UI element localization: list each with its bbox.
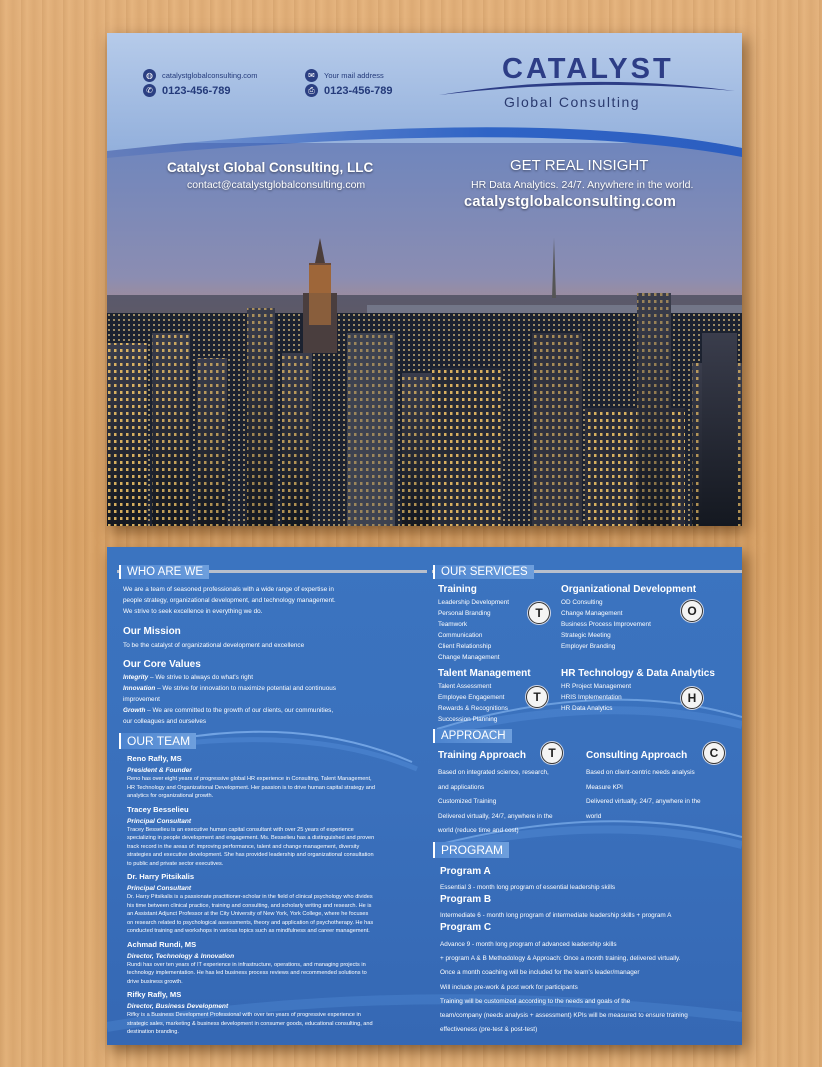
service-item: HR Project Management [561,683,631,690]
website-contact[interactable]: ◍ catalystglobalconsulting.com [143,69,257,82]
program-c-line: effectiveness (pre-test & post-test) [440,1026,538,1034]
who-line: people strategy, organizational development, and technology management. [123,597,336,604]
program-b-text: Intermediate 6 - month long program of intermediate leadership skills + program A [440,912,672,919]
team-member-bio: an Assistant Adjunct Professor at the City University of New York, York College, where he focuses [127,911,369,917]
printer-icon: ⎙ [305,84,318,97]
value-growth-cont: our colleagues and ourselves [123,718,207,725]
training-badge-icon: T [528,602,550,624]
team-member-bio: HR Technology and Organizational Development. Her passion is to drive human capital strategy and [127,784,376,791]
section-heading-services: OUR SERVICES [433,565,534,579]
team-member-bio: Reno has over eight years of progressive global HR experience in Consulting, Talent Management, [127,776,372,782]
brochure-back [107,547,742,1045]
mail-icon: ✉ [305,69,318,82]
team-member-bio: Rundi has over ten years of IT experience in infrastructure, operations, and managing projects in [127,961,366,968]
approach-item: Based on integrated science, research, [438,769,549,776]
team-member-bio: on research related to psychological assessments, theory and application of psychotherapy. He has [127,919,374,926]
program-c-line: team/company (needs analysis + assessment) KPIs will be measured to ensure training [440,1012,688,1019]
consulting-approach-badge-icon: C [703,742,725,764]
team-member-bio: Dr. Harry Pitsikalis is a passionate practitioner-scholar in the field of clinical psychology who divides [127,894,373,900]
team-member-bio: track record in the areas of: improving performance, talent and change management, diversity [127,843,360,850]
training-approach-title: Training Approach [438,750,526,761]
value-innovation: Innovation – We strive for innovation to maximize potential and continuous [123,685,337,692]
service-item: Employer Branding [561,643,616,650]
brochure-front [107,33,742,526]
website-large[interactable]: catalystglobalconsulting.com [464,194,677,210]
service-hr-title: HR Technology & Data Analytics [561,668,715,679]
mission-heading: Our Mission [123,626,181,637]
team-member-role: Principal Consultant [127,817,192,825]
service-item: Business Process Improvement [561,621,651,628]
section-heading-program: PROGRAM [433,842,509,858]
service-item: Strategic Meeting [561,632,611,639]
service-item: HR Data Analytics [561,705,613,712]
approach-item: Delivered virtually, 24/7, anywhere in the [438,812,553,820]
od-badge-icon: O [681,600,703,622]
service-item: Talent Assessment [438,683,492,690]
service-training-title: Training [438,584,477,595]
company-name: Catalyst Global Consulting, LLC [167,160,374,175]
values-heading: Our Core Values [123,659,201,670]
service-item: Rewards & Recognitions [438,705,508,712]
team-member-name: Tracey Besselieu [127,804,189,814]
team-member-role: Director, Technology & Innovation [127,952,235,960]
team-member-name: Rifky Rafly, MS [127,990,182,999]
globe-icon: ◍ [143,69,156,82]
service-item: Succession Planning [438,716,498,723]
program-b-title: Program B [440,894,492,905]
team-member-name: Reno Rafly, MS [127,754,182,763]
service-item: Leadership Development [438,599,510,606]
team-member-bio: drive business growth. [127,978,183,985]
service-item: Employee Engagement [438,694,505,701]
team-member-bio: Tracey Besselieu is an executive human capital consultant with over 25 years of experience [127,826,354,833]
logo-title: CATALYST [502,53,674,85]
service-item: Change Management [561,610,623,617]
hr-badge-icon: H [681,687,703,709]
section-heading-who: WHO ARE WE [119,565,209,579]
value-innovation-cont: improvement [123,696,160,703]
training-approach-badge-icon: T [541,742,563,764]
tagline: HR Data Analytics. 24/7. Anywhere in the world. [471,179,694,191]
team-member-bio: his time between clinical practice, training and consulting, and scholarly writing and research. He is [127,902,372,909]
program-c-line: Once a month coaching will be included for the team's leader/manager [440,969,640,977]
value-integrity: Integrity – We strive to always do what's right [123,674,254,681]
service-item: OD Consulting [561,599,603,606]
team-member-bio: specializing in people development and engagement. Ms. Besselieu has a distinguished and proven [127,835,375,841]
mail-contact[interactable]: ✉ Your mail address [305,69,384,82]
team-member-role: President & Founder [127,767,192,774]
approach-item: Delivered virtually, 24/7, anywhere in the [586,798,701,805]
team-member-role: Principal Consultant [127,885,192,892]
service-item: Teamwork [438,621,468,628]
team-member-bio: technology implementation. He has led business process reviews and recommended solutions to [127,970,367,976]
approach-item: Based on client-centric needs analysis [586,769,695,776]
approach-item: world (reduce time and cost) [438,827,519,834]
service-item: Change Management [438,654,500,661]
team-member-bio: strategic sales, marketing & business development in consumer goods, educational consulting, and [127,1020,373,1027]
program-c-title: Program C [440,922,492,933]
team-member-bio: destination branding. [127,1029,179,1035]
program-c-line: Will include pre-work & post work for participants [440,983,578,991]
contact-email[interactable]: contact@catalystglobalconsulting.com [187,179,366,191]
value-growth: Growth – We are committed to the growth of our clients, our communities, [123,707,334,714]
approach-item: and applications [438,783,485,791]
approach-item: Measure KPI [586,783,623,791]
fax-contact[interactable]: ⎙ 0123-456-789 [305,84,393,97]
program-a-text: Essential 3 - month long program of essential leadership skills [440,884,616,891]
approach-item: world [586,812,602,820]
team-member-bio: Rifky is a Business Development Professional with over ten years of progressive experience in [127,1012,361,1018]
team-member-bio: strategies and executive development. She has provided leadership and organizational consultation [127,852,374,858]
talent-badge-icon: T [526,686,548,708]
team-member-role: Director, Business Development [127,1003,229,1010]
program-c-line: Advance 9 - month long program of advanced leadership skills [440,941,617,948]
section-heading-approach: APPROACH [433,729,512,743]
program-c-line: + program A & B Methodology & Approach: Once a month training, delivered virtually. [440,955,681,963]
who-line: We strive to seek excellence in everything we do. [123,608,263,615]
consulting-approach-title: Consulting Approach [586,750,688,761]
approach-item: Customized Training [438,798,497,805]
team-member-bio: analytics for organizational growth. [127,793,214,799]
service-item: Client Relationship [438,643,492,650]
team-member-name: Achmad Rundi, MS [127,939,197,949]
team-member-bio: conducted training and workshops in various topics such as mindfulness and career management. [127,928,370,934]
service-talent-title: Talent Management [438,668,531,679]
who-line: We are a team of seasoned professionals with a wide range of expertise in [123,586,334,593]
service-od-title: Organizational Development [561,584,697,595]
team-member-name: Dr. Harry Pitsikalis [127,872,195,881]
program-c-line: Training will be customized according to the needs and goals of the [440,997,631,1005]
service-item: HRIS Implementation [561,694,622,701]
team-member-bio: to public and private sector executives. [127,860,224,867]
service-item: Communication [438,632,483,639]
headline: GET REAL INSIGHT [510,157,649,174]
program-a-title: Program A [440,866,491,877]
phone-icon: ✆ [143,84,156,97]
phone-contact[interactable]: ✆ 0123-456-789 [143,84,231,97]
service-item: Personal Branding [438,610,491,617]
section-heading-team: OUR TEAM [119,733,196,749]
mission-text: To be the catalyst of organizational development and excellence [123,642,305,649]
logo-subtitle: Global Consulting [504,94,641,110]
